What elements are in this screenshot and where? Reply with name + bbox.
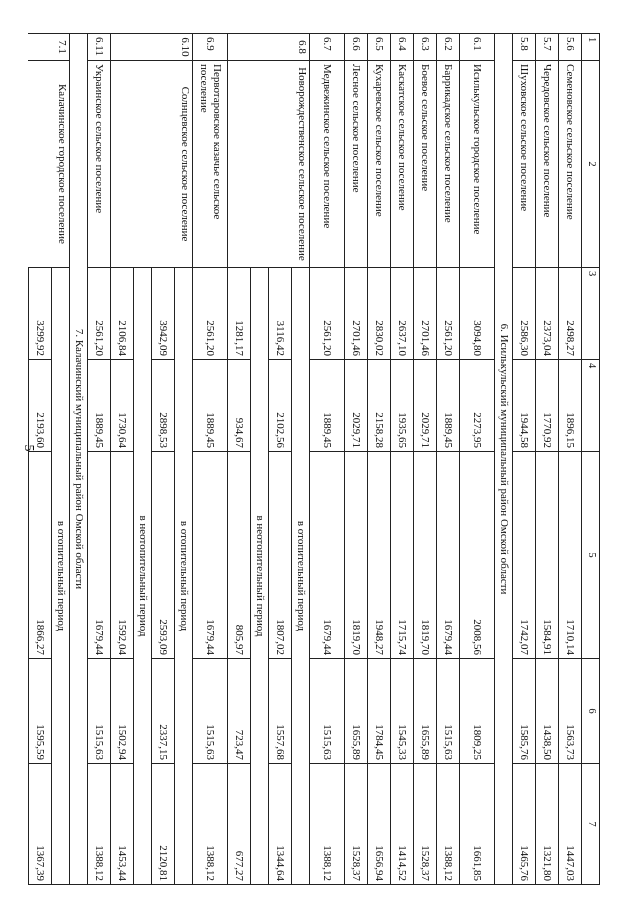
rotated-table-container	[34, 33, 600, 884]
table-row	[193, 34, 228, 885]
table-row	[513, 34, 536, 885]
header-cell: 2	[582, 61, 600, 268]
value-cell: 1655,89	[345, 659, 368, 764]
value-cell: 1585,76	[513, 659, 536, 764]
value-cell: 2029,71	[414, 360, 437, 452]
value-cell: 2701,46	[345, 268, 368, 360]
value-cell: 1770,92	[536, 360, 559, 452]
value-cell: 1710,14	[559, 452, 582, 659]
header-cell: 5	[582, 452, 600, 659]
value-cell: 1807,02	[269, 452, 292, 659]
value-cell: 1515,63	[437, 659, 460, 764]
value-cell: 1281,17	[228, 268, 251, 360]
row-number: 6.8	[228, 34, 310, 61]
value-cell: 1889,45	[310, 360, 345, 452]
header-cell: 4	[582, 360, 600, 452]
header-cell: 1	[582, 34, 600, 61]
tariff-table	[28, 33, 600, 885]
header-row	[582, 34, 600, 885]
value-cell: 1679,44	[437, 452, 460, 659]
row-number: 6.4	[391, 34, 414, 61]
row-number: 6.7	[310, 34, 345, 61]
value-cell: 3942,09	[152, 268, 175, 360]
settlement-name: Солнцевское сельское поселение	[111, 61, 193, 268]
value-cell: 1655,89	[414, 659, 437, 764]
table-row	[88, 34, 111, 885]
header-cell: 3	[582, 268, 600, 360]
value-cell: 1656,94	[368, 764, 391, 885]
value-cell: 2373,04	[536, 268, 559, 360]
value-cell: 1819,70	[345, 452, 368, 659]
table-row	[559, 34, 582, 885]
period-label: в отопительный период	[52, 268, 70, 885]
value-cell: 1367,39	[29, 764, 52, 885]
settlement-name: Баррикадское сельское поселение	[437, 61, 460, 268]
value-cell: 1730,64	[111, 360, 134, 452]
value-cell: 723,47	[228, 659, 251, 764]
value-cell: 2106,84	[111, 268, 134, 360]
period-label: в неотопительный период	[134, 268, 152, 885]
row-number: 5.6	[559, 34, 582, 61]
value-cell: 1563,73	[559, 659, 582, 764]
period-label: в неотопительный период	[251, 268, 269, 885]
value-cell: 1438,50	[536, 659, 559, 764]
row-number: 6.3	[414, 34, 437, 61]
table-row	[310, 34, 345, 885]
section-row	[70, 34, 88, 885]
settlement-name: Каскатское сельское поселение	[391, 61, 414, 268]
value-cell: 1935,65	[391, 360, 414, 452]
settlement-name: Украинское сельское поселение	[88, 61, 111, 268]
table-row	[460, 34, 495, 885]
value-cell: 1447,03	[559, 764, 582, 885]
value-cell: 2561,20	[193, 268, 228, 360]
value-cell: 1866,27	[29, 452, 52, 659]
row-number: 7.1	[29, 34, 70, 61]
value-cell: 2637,10	[391, 268, 414, 360]
value-cell: 3116,42	[269, 268, 292, 360]
value-cell: 1679,44	[88, 452, 111, 659]
header-cell: 7	[582, 764, 600, 885]
value-cell: 1715,74	[391, 452, 414, 659]
value-cell: 2561,20	[310, 268, 345, 360]
value-cell: 2593,09	[152, 452, 175, 659]
table-row	[536, 34, 559, 885]
settlement-name: Кухаревское сельское поселение	[368, 61, 391, 268]
settlement-name: Шуховское сельское поселение	[513, 61, 536, 268]
value-cell: 1661,85	[460, 764, 495, 885]
row-number: 5.7	[536, 34, 559, 61]
settlement-name: Медвежинское сельское поселение	[310, 61, 345, 268]
value-cell: 1465,76	[513, 764, 536, 885]
value-cell: 1414,52	[391, 764, 414, 885]
value-cell: 1545,33	[391, 659, 414, 764]
value-cell: 1592,04	[111, 452, 134, 659]
value-cell: 1679,44	[310, 452, 345, 659]
value-cell: 3299,92	[29, 268, 52, 360]
value-cell: 1557,68	[269, 659, 292, 764]
value-cell: 2898,53	[152, 360, 175, 452]
value-cell: 1321,80	[536, 764, 559, 885]
row-number: 6.11	[88, 34, 111, 61]
value-cell: 1742,07	[513, 452, 536, 659]
value-cell: 1515,63	[193, 659, 228, 764]
value-cell: 1388,12	[193, 764, 228, 885]
value-cell: 1889,45	[193, 360, 228, 452]
value-cell: 2701,46	[414, 268, 437, 360]
row-number: 6.1	[460, 34, 495, 61]
row-number: 5.8	[513, 34, 536, 61]
section-row	[495, 34, 513, 885]
value-cell: 1889,45	[88, 360, 111, 452]
value-cell: 1344,64	[269, 764, 292, 885]
value-cell: 3094,80	[460, 268, 495, 360]
value-cell: 2193,60	[29, 360, 52, 452]
settlement-name: Первотаровское казачье сельское поселение	[193, 61, 228, 268]
value-cell: 1388,12	[88, 764, 111, 885]
value-cell: 2102,56	[269, 360, 292, 452]
table-row	[414, 34, 437, 885]
settlement-name: Семеновское сельское поселение	[559, 61, 582, 268]
value-cell: 2008,56	[460, 452, 495, 659]
value-cell: 2120,81	[152, 764, 175, 885]
value-cell: 1948,27	[368, 452, 391, 659]
value-cell: 934,67	[228, 360, 251, 452]
value-cell: 1944,58	[513, 360, 536, 452]
table-row	[368, 34, 391, 885]
row-number: 6.5	[368, 34, 391, 61]
settlement-name: Калачинское городское поселение	[29, 61, 70, 268]
section-title: 7. Калачинский муниципальный район Омской области	[70, 34, 88, 885]
row-number: 6.2	[437, 34, 460, 61]
value-cell: 1896,15	[559, 360, 582, 452]
value-cell: 805,97	[228, 452, 251, 659]
settlement-name: Лесное сельское поселение	[345, 61, 368, 268]
value-cell: 2158,28	[368, 360, 391, 452]
table-row	[437, 34, 460, 885]
row-number: 6.10	[111, 34, 193, 61]
period-row	[175, 34, 193, 885]
value-cell: 1584,91	[536, 452, 559, 659]
value-cell: 2561,20	[88, 268, 111, 360]
period-label: в отопительный период	[175, 268, 193, 885]
settlement-name: Исилькульское городское поселение	[460, 61, 495, 268]
value-cell: 1502,94	[111, 659, 134, 764]
value-cell: 2830,02	[368, 268, 391, 360]
section-title: 6. Исилькульский муниципальный район Омской области	[495, 34, 513, 885]
value-cell: 2498,27	[559, 268, 582, 360]
value-cell: 1453,44	[111, 764, 134, 885]
value-cell: 2586,30	[513, 268, 536, 360]
value-cell: 1388,12	[310, 764, 345, 885]
value-cell: 1528,37	[345, 764, 368, 885]
period-label: в отопительный период	[292, 268, 310, 885]
value-cell: 1388,12	[437, 764, 460, 885]
value-cell: 2337,15	[152, 659, 175, 764]
value-cell: 1819,70	[414, 452, 437, 659]
value-cell: 1515,63	[88, 659, 111, 764]
value-cell: 2273,95	[460, 360, 495, 452]
value-cell: 2029,71	[345, 360, 368, 452]
period-row	[292, 34, 310, 885]
settlement-name: Боевое сельское поселение	[414, 61, 437, 268]
header-cell: 6	[582, 659, 600, 764]
page-number: 5	[21, 444, 36, 452]
table-row	[391, 34, 414, 885]
value-cell: 1595,59	[29, 659, 52, 764]
settlement-name: Чередовское сельское поселение	[536, 61, 559, 268]
row-number: 6.9	[193, 34, 228, 61]
value-cell: 677,27	[228, 764, 251, 885]
value-cell: 1679,44	[193, 452, 228, 659]
value-cell: 1889,45	[437, 360, 460, 452]
settlement-name: Новорождественское сельское поселение	[228, 61, 310, 268]
value-cell: 2561,20	[437, 268, 460, 360]
row-number: 6.6	[345, 34, 368, 61]
value-cell: 1528,37	[414, 764, 437, 885]
value-cell: 1809,25	[460, 659, 495, 764]
period-row	[52, 34, 70, 885]
value-cell: 1515,63	[310, 659, 345, 764]
table-row	[345, 34, 368, 885]
value-cell: 1784,45	[368, 659, 391, 764]
